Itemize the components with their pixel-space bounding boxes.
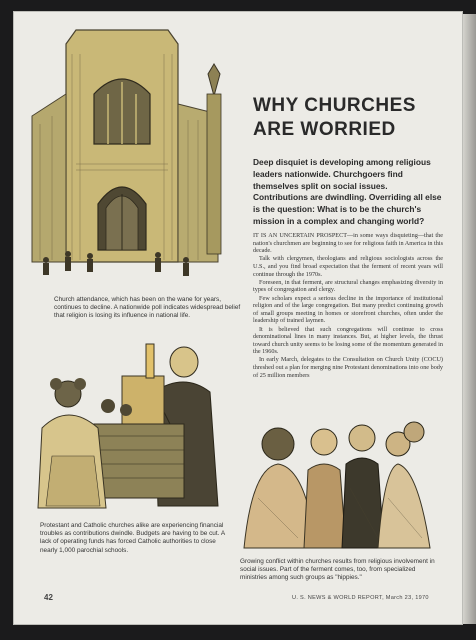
finance-caption: Protestant and Catholic churches alike are experiencing financial troubles as contributions dwindle. Budgets are having to be cut. A lack of operating funds has forced Catholic authorities to close nearly 1,000 parochial schools. <box>40 522 225 554</box>
conflict-group-illustration <box>238 398 438 554</box>
publication-footer: U. S. NEWS & WORLD REPORT, March 23, 1970 <box>292 595 429 601</box>
body-paragraph: It is believed that such congregations will continue to cross denominational lines in many instances. But, at higher levels, the thrust toward church unity seems to be losing some of the momentum generated in the 1960s. <box>253 325 443 356</box>
article-deck: Deep disquiet is developing among religious leaders nationwide. Churchgoers find themselves split on social issues. Contributions are dwindling. Overriding all else is the question: What is to be the church's mission in a complex and changing world? <box>253 157 442 226</box>
body-paragraph: Talk with clergymen, theologians and religious sociologists across the U.S., and you find broad expectation that the ferment of recent years will continue through the 1970s. <box>253 255 443 278</box>
body-paragraph: In early March, delegates to the Consultation on Church Unity (COCU) threshed out a plan for merging nine Protestant denominations into one body of 25 million members <box>253 356 443 379</box>
body-paragraph: Few scholars expect a serious decline in the importance of institutional religion and of the large congregation. But many predict continuing growth of small groups meeting in homes or storefront churches, often under the leadership of trained laymen. <box>253 294 443 325</box>
title-line-2: ARE WORRIED <box>253 119 396 140</box>
article-body <box>253 232 443 380</box>
body-paragraph: IT IS AN UNCERTAIN PROSPECT—in some ways disquieting—that the nation's churchmen are beginning to see for religious faith in America in this decade. <box>253 232 443 255</box>
magazine-spine-edge <box>462 14 476 624</box>
church-illustration <box>28 24 234 282</box>
finance-illustration <box>34 336 230 512</box>
title-line-1: WHY CHURCHES <box>253 95 416 116</box>
page-number: 42 <box>44 593 53 602</box>
body-paragraph: Foreseen, in that ferment, are structural changes emphasizing diversity in types of congregation and clergy. <box>253 278 443 294</box>
church-caption: Church attendance, which has been on the wane for years, continues to decline. A nationwide poll indicates widespread belief that religion is losing its influence in national life. <box>54 296 241 320</box>
article-title <box>253 94 443 142</box>
conflict-caption: Growing conflict within churches results from religious involvement in social issues. Part of the ferment comes, too, from specialized ministries among such groups as "hippies." <box>240 558 435 582</box>
